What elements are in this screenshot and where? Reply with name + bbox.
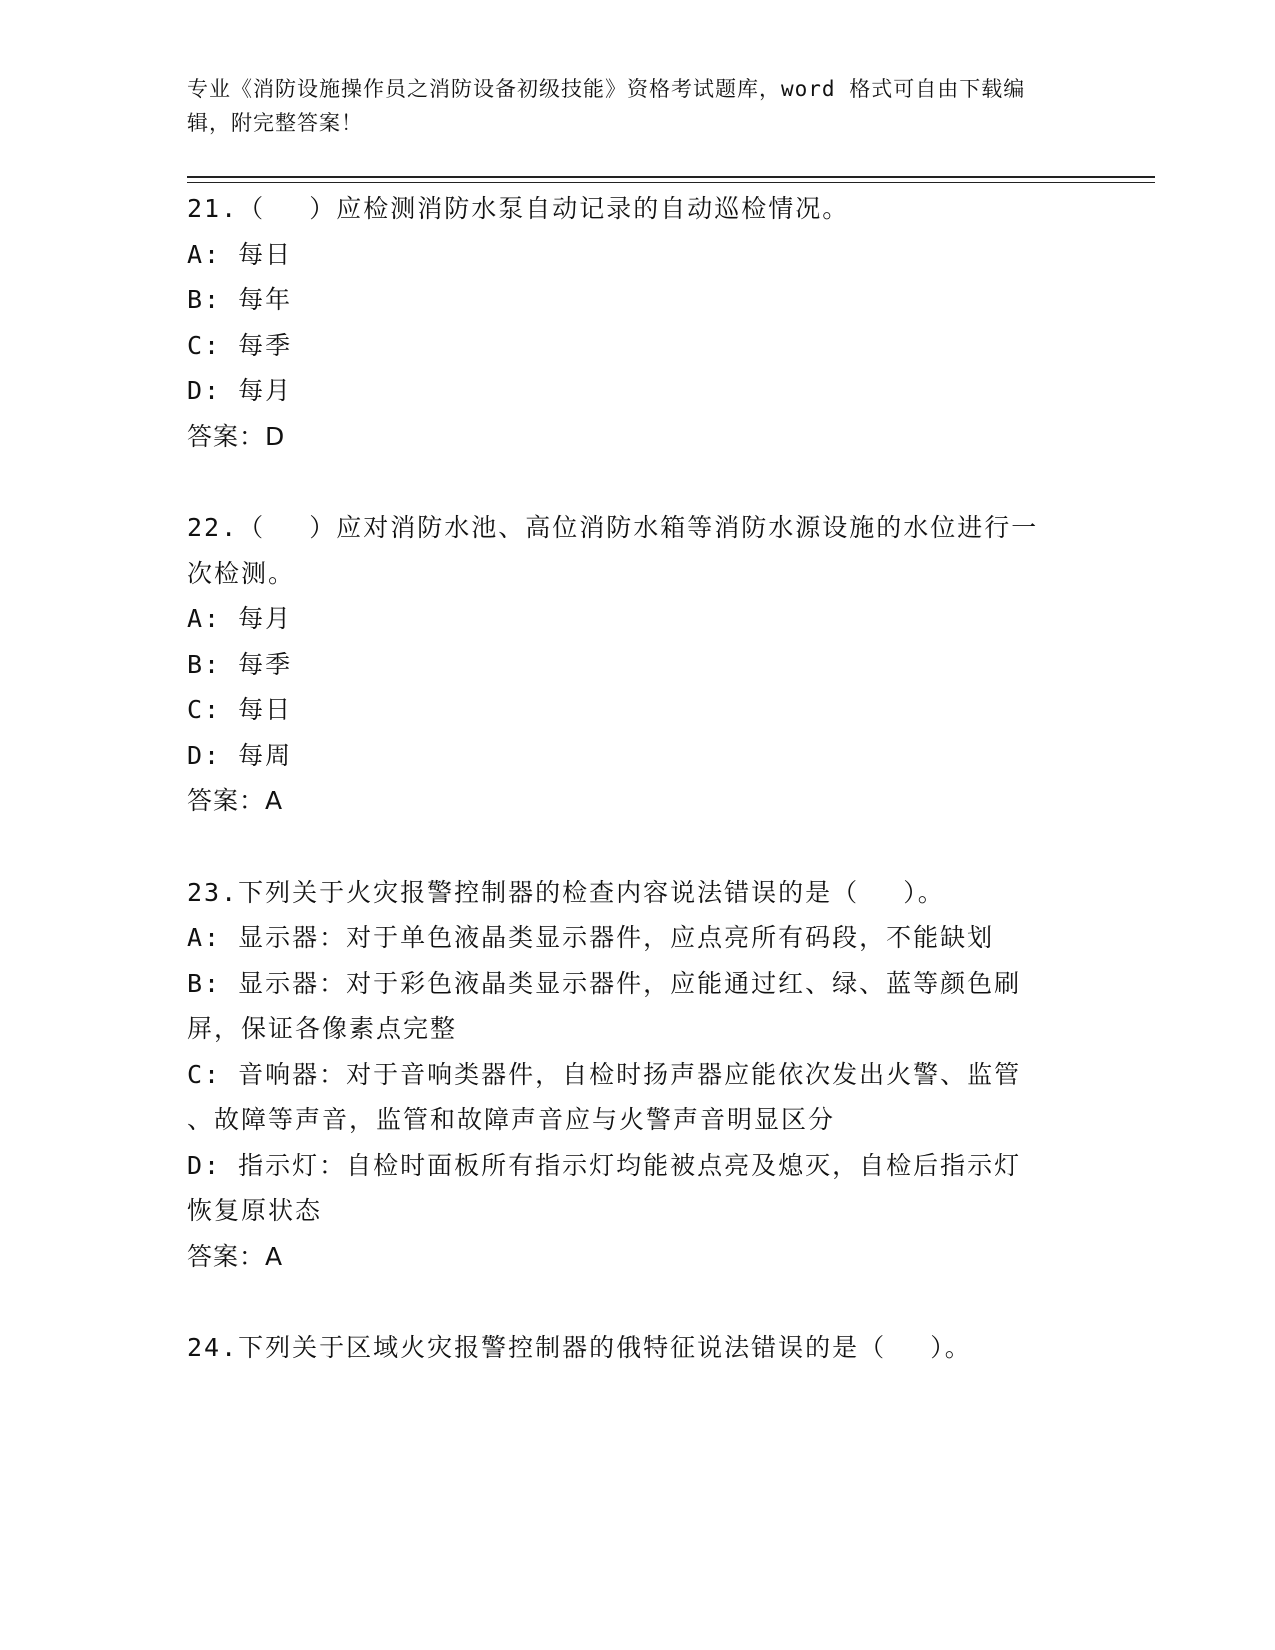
- question-stem: 21.（ ）应检测消防水泵自动记录的自动巡检情况。: [187, 194, 850, 223]
- option-b: B: 显示器：对于彩色液晶类显示器件，应能通过红、绿、蓝等颜色刷: [187, 968, 1022, 998]
- question-stem: 24.下列关于区域火灾报警控制器的俄特征说法错误的是（ ）。: [187, 1333, 972, 1362]
- option-d: D: 每周: [187, 740, 293, 770]
- question-24: [187, 1325, 1087, 1371]
- question-23: [187, 870, 1087, 1280]
- option-b: B: 每季: [187, 649, 293, 679]
- option-d: D: 每月: [187, 376, 293, 405]
- question-stem-continued: 次检测。: [187, 558, 296, 588]
- option-c: C: 每季: [187, 330, 293, 360]
- option-c-continued: 、故障等声音，监管和故障声音应与火警声音明显区分: [187, 1105, 836, 1134]
- question-stem: 22.（ ）应对消防水池、高位消防水箱等消防水源设施的水位进行一: [187, 513, 1039, 542]
- option-d: D: 指示灯：自检时面板所有指示灯均能被点亮及熄灭，自检后指示灯: [187, 1150, 1022, 1180]
- answer-line: 答案：A: [187, 1241, 284, 1271]
- answer-line: 答案：A: [187, 786, 284, 815]
- header-intro: 专业《消防设施操作员之消防设备初级技能》资格考试题库，word 格式可自由下载编辑，附完整答案！: [187, 77, 1026, 135]
- answer-line: 答案：D: [187, 421, 286, 451]
- option-a: A: 每月: [187, 604, 293, 633]
- question-22: [187, 505, 1087, 824]
- option-c: C: 每日: [187, 695, 293, 724]
- question-list: [187, 186, 1087, 1417]
- question-21: [187, 186, 1087, 459]
- option-a: A: 每日: [187, 239, 293, 269]
- option-d-continued: 恢复原状态: [187, 1196, 323, 1225]
- header-divider-thick: [187, 176, 1155, 178]
- header-divider-thin: [187, 182, 1155, 183]
- question-stem: 23.下列关于火灾报警控制器的检查内容说法错误的是（ ）。: [187, 877, 945, 907]
- option-b-continued: 屏，保证各像素点完整: [187, 1014, 458, 1043]
- option-a: A: 显示器：对于单色液晶类显示器件，应点亮所有码段，不能缺划: [187, 923, 995, 952]
- option-b: B: 每年: [187, 285, 293, 314]
- option-c: C: 音响器：对于音响类器件，自检时扬声器应能依次发出火警、监管: [187, 1059, 1022, 1089]
